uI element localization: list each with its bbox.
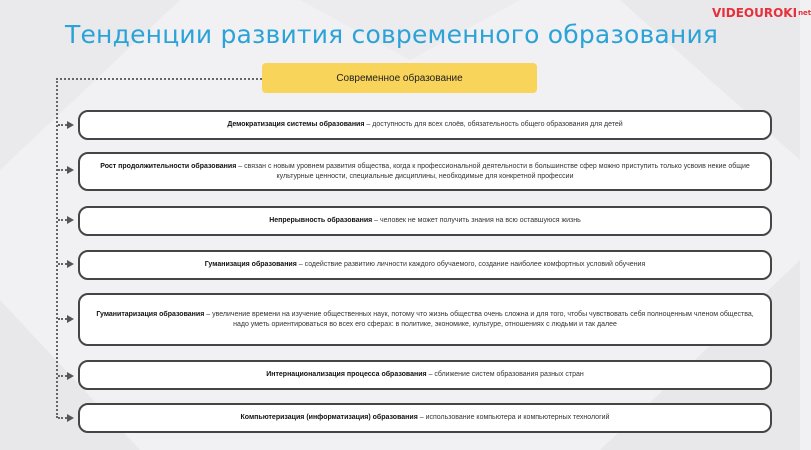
branch-line bbox=[58, 375, 67, 377]
trend-item-continuity bbox=[78, 206, 772, 236]
trend-text bbox=[266, 370, 584, 380]
branch-line bbox=[58, 124, 67, 126]
trend-desc: – человек не может получить знания на всю оставшуюся жизнь bbox=[372, 217, 581, 225]
branch-line bbox=[58, 417, 67, 419]
branch-line bbox=[58, 318, 67, 320]
trend-item-humanization bbox=[78, 250, 772, 280]
trend-term: Рост продолжительности образования bbox=[100, 163, 237, 170]
trend-item-democratization bbox=[78, 110, 772, 140]
arrow-right-icon bbox=[67, 166, 74, 174]
trend-item-duration bbox=[78, 152, 772, 191]
arrow-right-icon bbox=[67, 216, 74, 224]
trend-text bbox=[90, 162, 760, 181]
trend-term: Гуманизация образования bbox=[204, 261, 297, 269]
trend-text bbox=[205, 260, 646, 270]
page-title: Тенденции развития современного образования bbox=[65, 20, 719, 49]
trend-desc: – связан с новым уровнем развития общества, когда к профессиональной деятельности в большинстве сфер можно приступить только усвоив некие общие культурные ценности, специальные дисциплины, необходимые для конкретной профессии bbox=[236, 163, 750, 180]
trend-desc: – увеличение времени на изучение общественных наук, потому что жизнь общества очень сложна и для того, чтобы чувствовать себя полноценным членом общества, надо уметь ориентироваться во всех его сферах: в политике, экономике, культуре, отношениях с людьми и так далее bbox=[204, 311, 754, 328]
trend-desc: – содействие развитию личности каждого обучаемого, создание наиболее комфортных условий обучения bbox=[296, 261, 646, 269]
trend-desc: – доступность для всех слоёв, обязательность общего образования для детей bbox=[364, 121, 623, 129]
logo-suffix: net bbox=[798, 8, 811, 17]
connector-spine bbox=[56, 78, 58, 418]
trend-desc: – сближение систем образования разных стран bbox=[426, 371, 584, 379]
header-box: Современное образование bbox=[262, 63, 537, 93]
arrow-right-icon bbox=[67, 372, 74, 380]
trend-term: Демократизация системы образования bbox=[227, 121, 365, 129]
logo-text: VIDEOUROKI bbox=[712, 6, 798, 20]
trend-term: Непрерывность образования bbox=[269, 217, 373, 225]
trend-term: Гуманитаризация образования bbox=[96, 311, 205, 318]
videouroki-logo bbox=[712, 4, 811, 22]
trend-term: Компьютеризация (информатизация) образования bbox=[240, 414, 418, 422]
trend-item-computerization bbox=[78, 403, 772, 433]
trend-text bbox=[241, 413, 610, 423]
header-connector bbox=[56, 78, 262, 80]
arrow-right-icon bbox=[67, 414, 74, 422]
trend-term: Интернационализация процесса образования bbox=[266, 371, 427, 379]
arrow-right-icon bbox=[67, 121, 74, 129]
trend-text bbox=[227, 120, 622, 130]
trend-item-internationalization bbox=[78, 360, 772, 390]
branch-line bbox=[58, 219, 67, 221]
arrow-right-icon bbox=[67, 260, 74, 268]
trend-item-humanitarization bbox=[78, 293, 772, 346]
branch-line bbox=[58, 263, 67, 265]
arrow-right-icon bbox=[67, 315, 74, 323]
trend-text bbox=[90, 310, 760, 329]
branch-line bbox=[58, 169, 67, 171]
trend-desc: – использование компьютера и компьютерных технологий bbox=[417, 414, 610, 422]
trend-text bbox=[269, 216, 581, 226]
